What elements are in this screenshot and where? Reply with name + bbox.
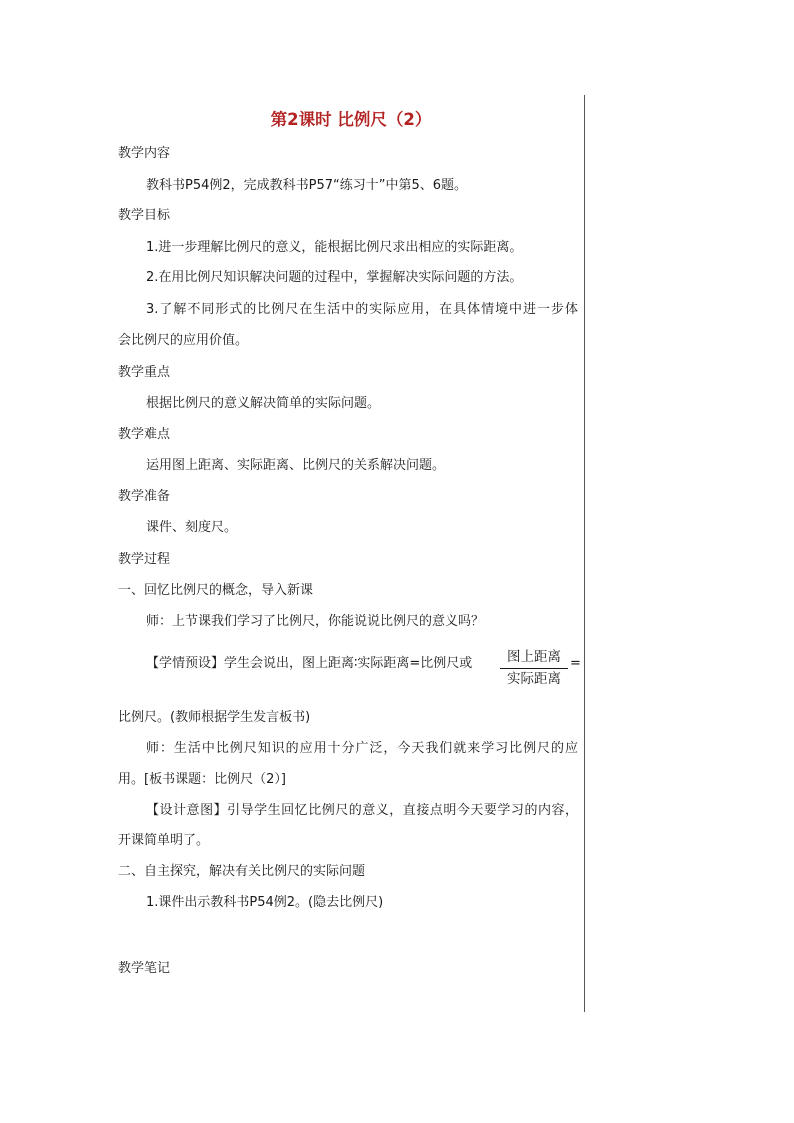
difficulty-text: 运用图上距离、实际距离、比例尺的关系解决问题。 bbox=[146, 458, 446, 473]
margin-divider-line bbox=[584, 95, 585, 1012]
fraction-bar bbox=[500, 668, 568, 669]
part1-heading: 一、回忆比例尺的概念，导入新课 bbox=[118, 583, 314, 598]
teacher-question-1: 师：上节课我们学习了比例尺，你能说说比例尺的意义吗？ bbox=[146, 614, 485, 629]
goal-3-line1: 3.了解不同形式的比例尺在生活中的实际应用，在具体情境中进一步体 bbox=[146, 302, 578, 317]
fraction-numerator: 图上距离 bbox=[507, 649, 561, 665]
page-title: 第2课时 比例尺（2） bbox=[270, 110, 432, 129]
preview-line1: 【学情预设】学生会说出，图上距离∶实际距离=比例尺或 bbox=[146, 656, 473, 671]
equals-sign: = bbox=[570, 656, 581, 671]
key-text: 根据比例尺的意义解决简单的实际问题。 bbox=[146, 396, 381, 411]
part2-item-1: 1.课件出示教科书P54例2。(隐去比例尺) bbox=[146, 895, 384, 910]
fraction-ratio bbox=[500, 648, 568, 689]
preview-line2: 比例尺。(教师根据学生发言板书) bbox=[118, 710, 311, 725]
part2-heading: 二、自主探究，解决有关比例尺的实际问题 bbox=[118, 864, 366, 879]
teacher-question-2-line2: 用。[板书课题：比例尺（2）] bbox=[118, 772, 286, 787]
process-heading: 教学过程 bbox=[118, 552, 171, 567]
goal-1: 1.进一步理解比例尺的意义，能根据比例尺求出相应的实际距离。 bbox=[146, 240, 523, 255]
content-heading: 教学内容 bbox=[118, 146, 171, 161]
goal-2: 2.在用比例尺知识解决问题的过程中，掌握解决实际问题的方法。 bbox=[146, 270, 523, 285]
key-heading: 教学重点 bbox=[118, 365, 171, 380]
content-text: 教科书P54例2，完成教科书P57“练习十”中第5、6题。 bbox=[146, 178, 468, 193]
design-intent-line1: 【设计意图】引导学生回忆比例尺的意义，直接点明今天要学习的内容， bbox=[146, 803, 578, 818]
design-intent-line2: 开课简单明了。 bbox=[118, 833, 210, 848]
fraction-denominator: 实际距离 bbox=[507, 671, 561, 687]
teacher-question-2-line1: 师：生活中比例尺知识的应用十分广泛，今天我们就来学习比例尺的应 bbox=[146, 741, 578, 756]
prep-text: 课件、刻度尺。 bbox=[146, 520, 238, 535]
goal-3-line2: 会比例尺的应用价值。 bbox=[118, 333, 249, 348]
goal-heading: 教学目标 bbox=[118, 208, 171, 223]
difficulty-heading: 教学难点 bbox=[118, 427, 171, 442]
notes-heading: 教学笔记 bbox=[118, 961, 171, 976]
prep-heading: 教学准备 bbox=[118, 489, 171, 504]
